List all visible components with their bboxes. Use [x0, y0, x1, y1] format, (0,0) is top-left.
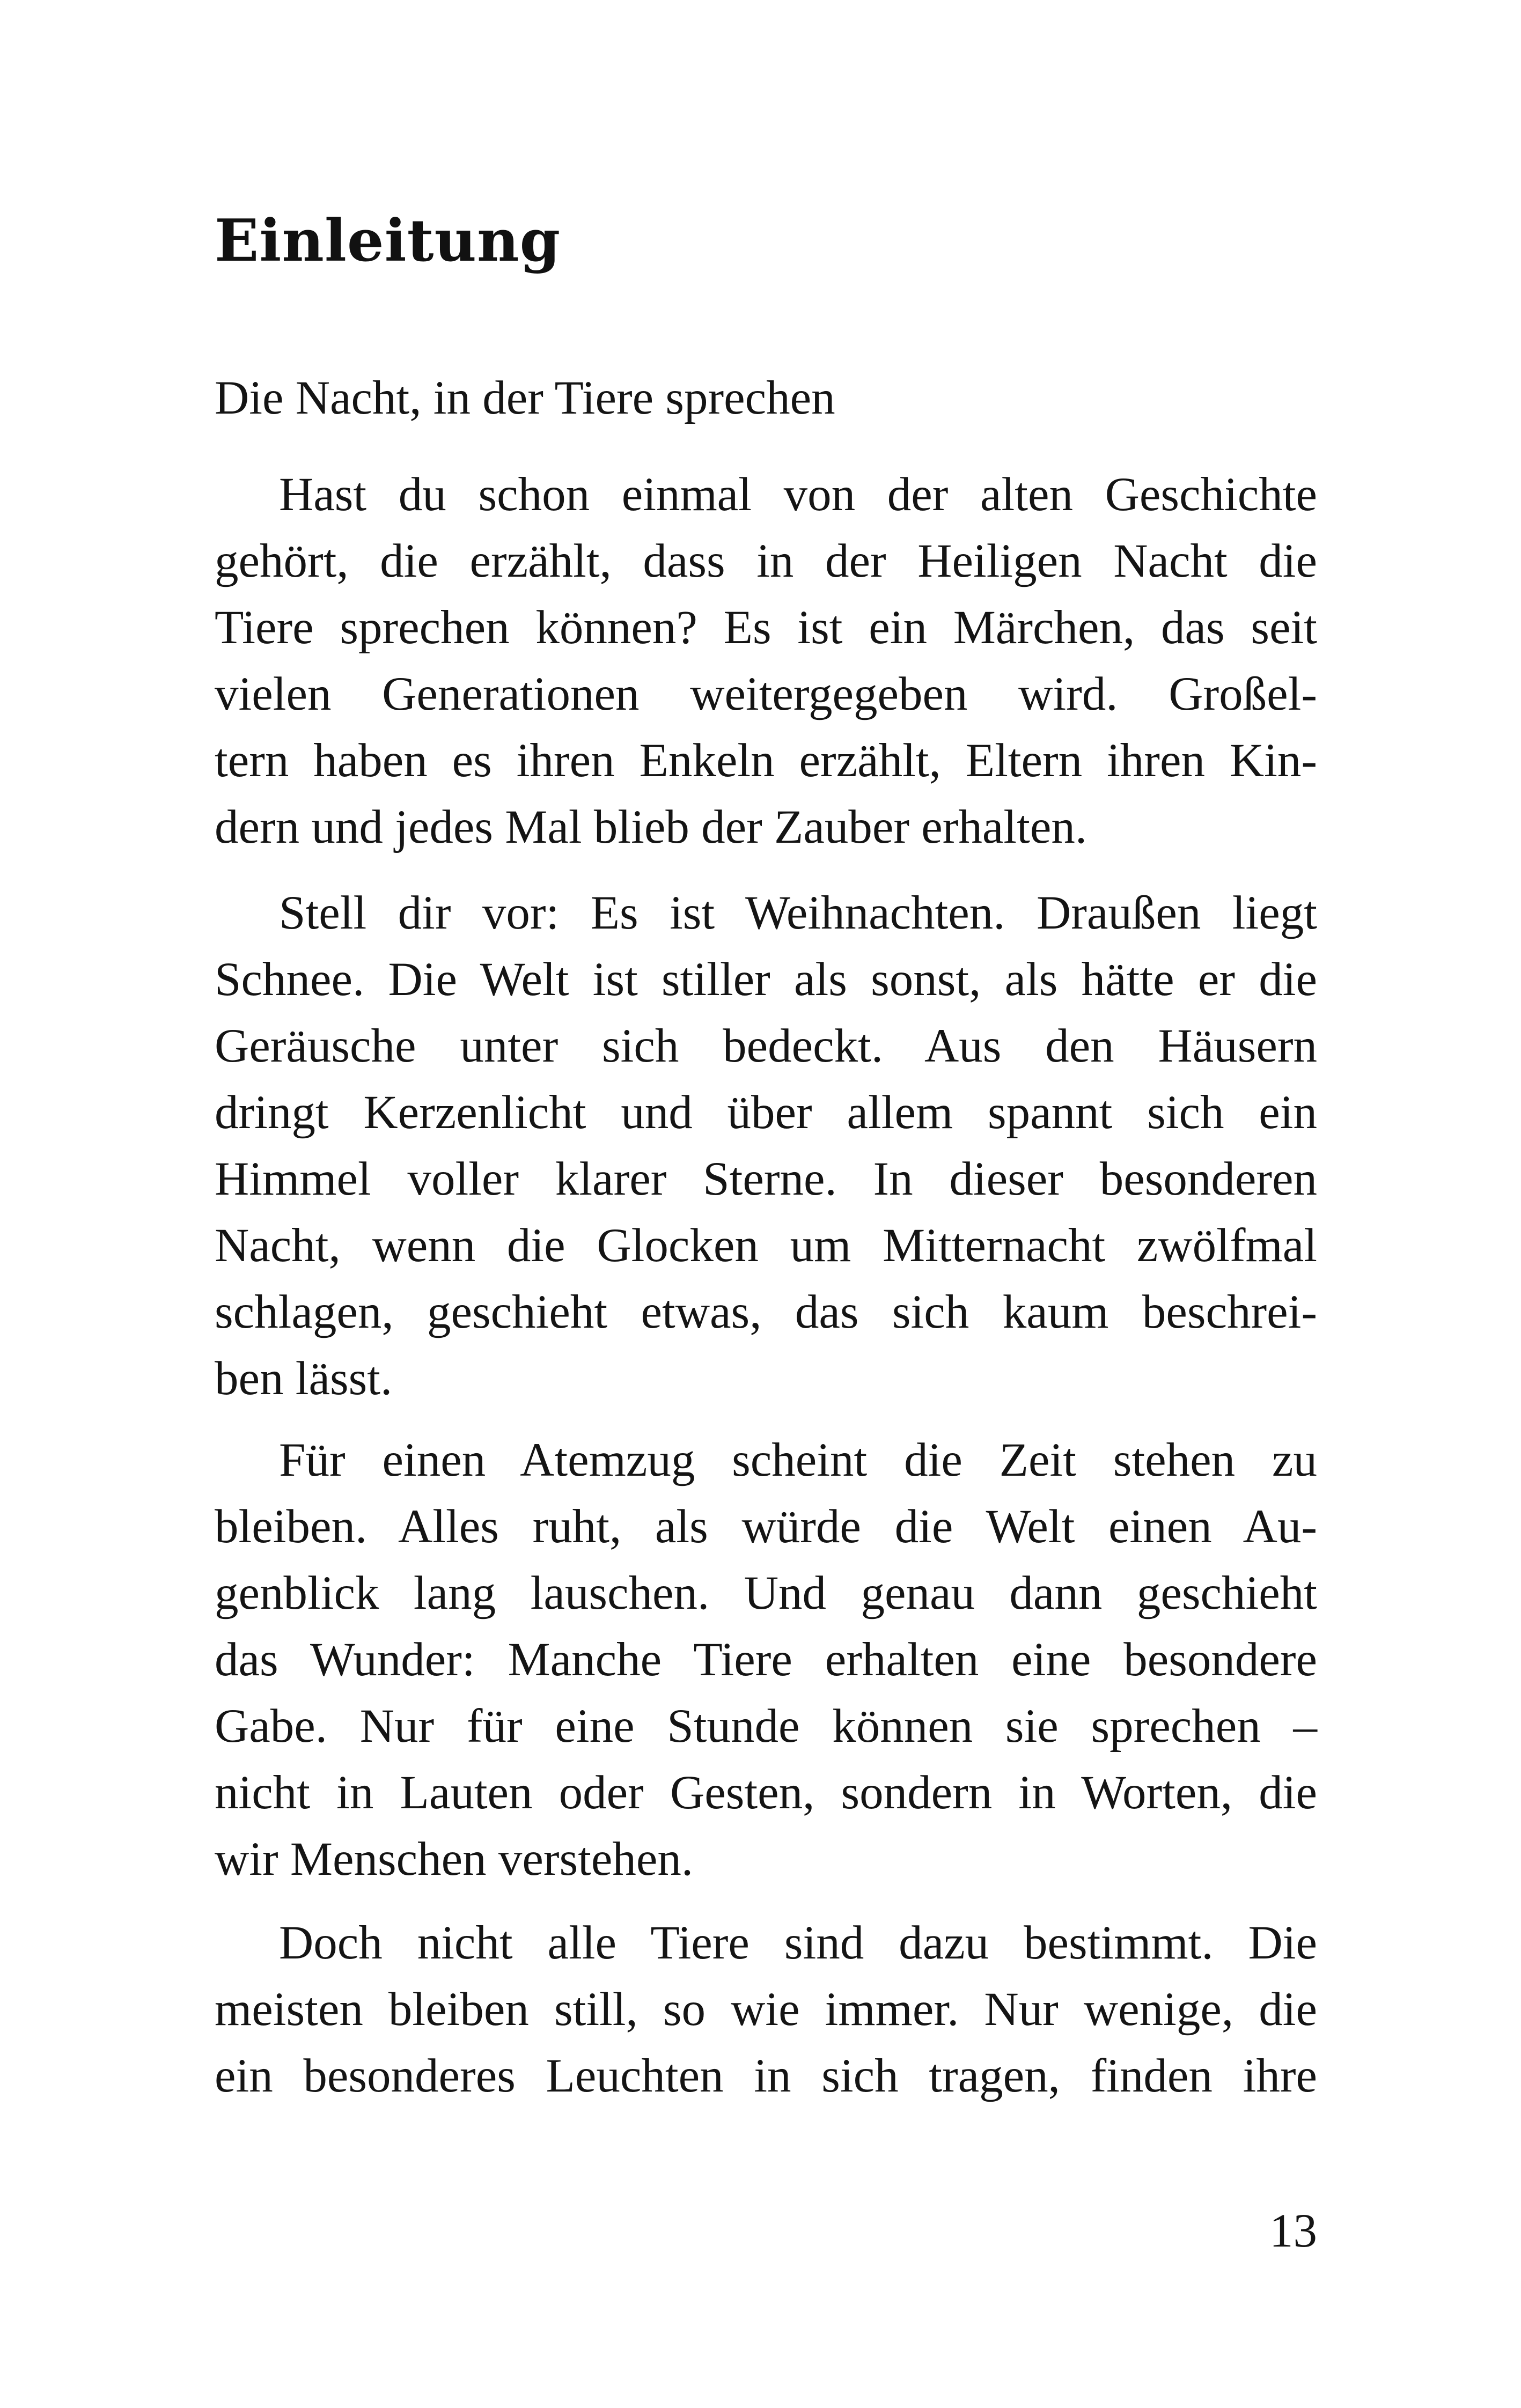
- paragraph-4: [215, 1910, 1317, 2109]
- chapter-title: Einleitung: [215, 207, 561, 275]
- paragraph-line: schlagen, geschieht etwas, das sich kaum beschrei-: [215, 1286, 1317, 1338]
- paragraph-line: nicht in Lauten oder Gesten, sondern in Worten, die: [215, 1766, 1317, 1819]
- paragraph-line: dern und jedes Mal blieb der Zauber erhalten.: [215, 801, 1088, 853]
- paragraph-line: ben lässt.: [215, 1352, 393, 1405]
- paragraph-line: Gabe. Nur für eine Stunde können sie sprechen –: [215, 1700, 1317, 1752]
- paragraph-line: Tiere sprechen können? Es ist ein Märchen, das seit: [215, 601, 1317, 654]
- paragraph-line: Für einen Atemzug scheint die Zeit stehen zu: [279, 1434, 1317, 1486]
- paragraph-line: Doch nicht alle Tiere sind dazu bestimmt. Die: [279, 1917, 1317, 1969]
- paragraph-1: [215, 461, 1317, 860]
- paragraph-line: wir Menschen verstehen.: [215, 1833, 694, 1886]
- paragraph-line: genblick lang lauschen. Und genau dann geschieht: [215, 1567, 1317, 1619]
- paragraph-line: Stell dir vor: Es ist Weihnachten. Draußen liegt: [279, 887, 1317, 939]
- paragraph-line: Himmel voller klarer Sterne. In dieser besonderen: [215, 1153, 1317, 1205]
- paragraph-line: meisten bleiben still, so wie immer. Nur wenige, die: [215, 1983, 1317, 2036]
- section-subtitle: Die Nacht, in der Tiere sprechen: [215, 372, 835, 424]
- page-number: 13: [1269, 2205, 1317, 2257]
- paragraph-line: dringt Kerzenlicht und über allem spannt sich ein: [215, 1086, 1317, 1139]
- paragraph-2: [215, 880, 1317, 1412]
- paragraph-line: gehört, die erzählt, dass in der Heiligen Nacht die: [215, 535, 1317, 587]
- paragraph-line: Geräusche unter sich bedeckt. Aus den Häusern: [215, 1020, 1317, 1072]
- paragraph-line: ein besonderes Leuchten in sich tragen, finden ihre: [215, 2050, 1317, 2102]
- paragraph-line: Schnee. Die Welt ist stiller als sonst, als hätte er die: [215, 953, 1317, 1006]
- paragraph-line: bleiben. Alles ruht, als würde die Welt einen Au-: [215, 1500, 1317, 1553]
- paragraph-3: [215, 1427, 1317, 1892]
- paragraph-line: das Wunder: Manche Tiere erhalten eine besondere: [215, 1633, 1317, 1686]
- paragraph-line: Hast du schon einmal von der alten Geschichte: [279, 468, 1317, 521]
- paragraph-line: Nacht, wenn die Glocken um Mitternacht zwölfmal: [215, 1219, 1317, 1272]
- paragraph-line: tern haben es ihren Enkeln erzählt, Eltern ihren Kin-: [215, 734, 1317, 787]
- paragraph-line: vielen Generationen weitergegeben wird. Großel-: [215, 668, 1317, 720]
